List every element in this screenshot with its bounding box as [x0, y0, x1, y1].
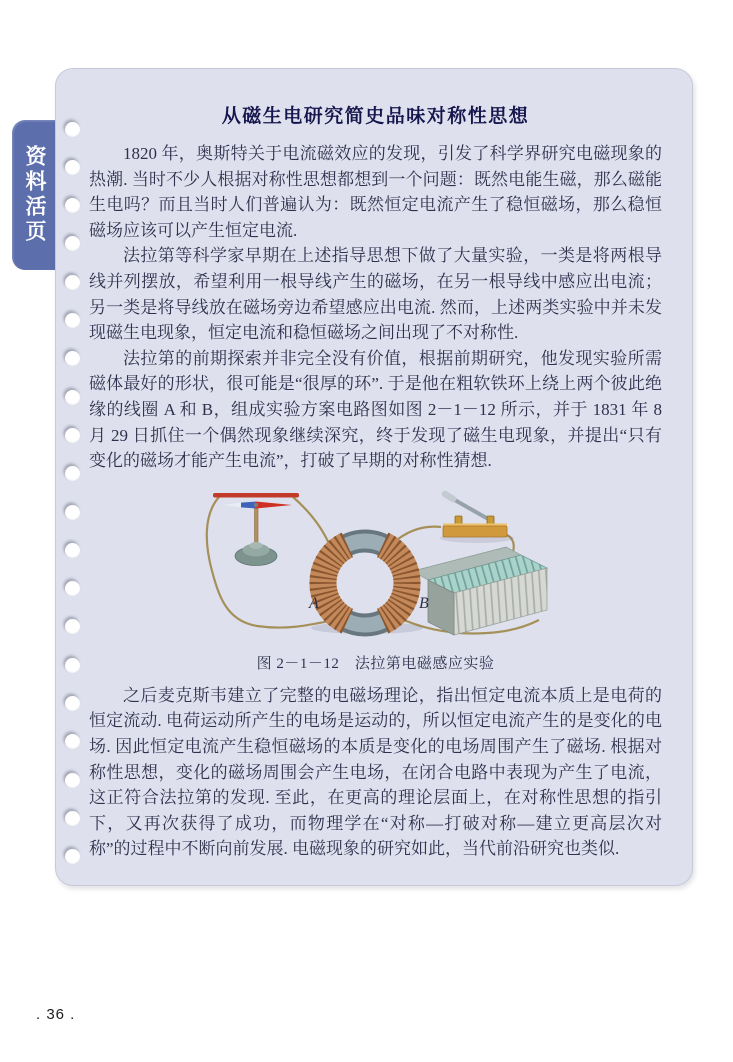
body-text	[89, 141, 662, 474]
paragraph-3: 法拉第的前期探索并非完全没有价值，根据前期研究，他发现实验所需磁体最好的形状，很可能是“很厚的环”. 于是他在粗软铁环上绕上两个彼此绝缘的线圈 A 和 B，组成实验方案电路图如图 2－1－12 所示，并于 1831 年 8 月 29 日抓住一个偶然现象继续深究，终于发现了磁生电现象，并提出“只有变化的磁场才能产生电流”，打破了早期的对称性猜想.	[89, 348, 662, 471]
sheet-content	[89, 69, 662, 885]
paragraph-1: 1820 年，奥斯特关于电流磁效应的发现，引发了科学界研究电磁现象的热潮. 当时不少人根据对称性思想都想到一个问题：既然电能生磁，那么磁能生电吗？而且当时人们普遍认为：既然恒定电流产生了稳恒磁场，那么稳恒磁场应该可以产生恒定电流.	[89, 144, 662, 240]
paragraph-2: 法拉第等科学家早期在上述指导思想下做了大量实验，一类是将两根导线并列摆放，希望利用一根导线产生的磁场，在另一根导线中感应出电流；另一类是将导线放在磁场旁边希望感应出电流. 然而，上述两类实验中并未发现磁生电现象，恒定电流和稳恒磁场之间出现了不对称性.	[89, 246, 662, 343]
page-title: 从磁生电研究简史品味对称性思想	[221, 106, 530, 127]
figure-faraday-experiment	[195, 483, 557, 646]
page-number: . 36 .	[36, 1006, 76, 1023]
body-text-after-figure	[89, 683, 662, 862]
side-tab-label: 资料活页	[23, 145, 46, 245]
figure-caption: 图 2－1－12 法拉第电磁感应实验	[256, 655, 495, 672]
iron-ring-coils	[311, 541, 423, 634]
switch	[440, 494, 514, 543]
paragraph-4: 之后麦克斯韦建立了完整的电磁场理论，指出恒定电流本质上是电荷的恒定流动. 电荷运动所产生的电场是运动的，所以恒定电流产生的是变化的电场. 因此恒定电流产生稳恒磁场的本质是变化的电场周围产生了磁场. 根据对称性思想，变化的磁场周围会产生电场，在闭合电路中表现为产生了电流，这正符合法拉第的发现. 至此，在更高的理论层面上，在对称性思想的指引下，又再次获得了成功，而物理学在“对称—打破对称—建立更高层次对称”的过程中不断向前发展. 电磁现象的研究如此，当代前沿研究也类似.	[89, 685, 662, 859]
coil-label-b: B	[418, 594, 429, 612]
coil-label-a: A	[308, 594, 319, 612]
needle-blue-half	[241, 501, 256, 508]
needle-tip-white	[223, 502, 241, 507]
battery	[413, 547, 547, 635]
notebook-sheet	[55, 68, 693, 886]
needle-red-half	[256, 501, 292, 508]
compass-stand	[213, 493, 299, 566]
side-tab-resource-page	[12, 120, 56, 270]
figure-illustration	[195, 483, 557, 641]
